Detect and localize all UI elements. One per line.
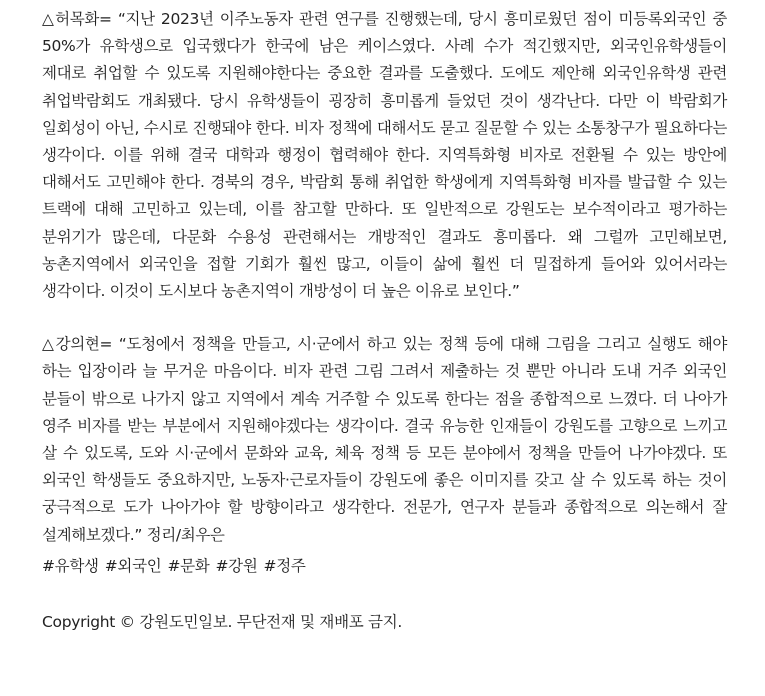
- hashtag-list: [42, 553, 727, 580]
- hashtag-link[interactable]: #정주: [263, 556, 306, 575]
- hashtag-link[interactable]: #강원: [215, 556, 258, 575]
- article-body: [42, 0, 727, 634]
- article-paragraph: △강의현= “도청에서 정책을 만들고, 시·군에서 하고 있는 정책 등에 대해 그림을 그리고 실행도 해야 하는 입장이라 늘 무거운 마음이다. 비자 관련 그림 그려서 제출하는 것 뿐만 아니라 도내 거주 외국인 분들이 밖으로 나가지 않고 지역에서 계속 거주할 수 있도록 한다는 점을 종합적으로 느꼈다. 더 나아가 영주 비자를 받는 부분에서 지원해야겠다는 생각이다. 결국 유능한 인재들이 강원도를 고향으로 느끼고 살 수 있도록, 도와 시·군에서 문화와 교육, 체육 정책 등 모든 분야에서 정책을 만들어 나가야겠다. 또 외국인 학생들도 중요하지만, 노동자·근로자들이 강원도에 좋은 이미지를 갖고 살 수 있도록 하는 것이 궁극적으로 도가 나아가야 할 방향이라고 생각한다. 전문가, 연구자 분들과 종합적으로 의논해서 잘 설계해보겠다.” 정리/최우은: [42, 335, 727, 544]
- hashtag-link[interactable]: #외국인: [104, 556, 162, 575]
- hashtag-link[interactable]: #문화: [167, 556, 210, 575]
- copyright-notice: Copyright © 강원도민일보. 무단전재 및 재배포 금지.: [42, 612, 403, 631]
- article-paragraph: △허목화= “지난 2023년 이주노동자 관련 연구를 진행했는데, 당시 흥미로웠던 점이 미등록외국인 중 50%가 유학생으로 입국했다가 한국에 남은 케이스였다. 사례 수가 적긴했지만, 외국인유학생들이 제대로 취업할 수 있도록 지원해야한다는 중요한 결과를 도출했다. 도에도 제안해 외국인유학생 관련 취업박람회도 개최됐다. 당시 유학생들이 굉장히 흥미롭게 들었던 것이 생각난다. 다만 이 박람회가 일회성이 아닌, 수시로 진행돼야 한다. 비자 정책에 대해서도 묻고 질문할 수 있는 소통창구가 필요하다는 생각이다. 이를 위해 결국 대학과 행정이 협력해야 한다. 지역특화형 비자로 전환될 수 있는 방안에 대해서도 고민해야 한다. 경북의 경우, 박람회 통해 취업한 학생에게 지역특화형 비자를 발급할 수 있는 트랙에 대해 고민하고 있는데, 이를 참고할 만하다. 또 일반적으로 강원도는 보수적이라고 평가하는 분위기가 많은데, 다문화 수용성 관련해서는 개방적인 결과도 흥미롭다. 왜 그럴까 고민해보면, 농촌지역에서 외국인을 접할 기회가 훨씬 많고, 이들이 삶에 훨씬 더 밀접하게 들어와 있어서라는 생각이다. 이것이 도시보다 농촌지역이 개방성이 더 높은 이유로 보인다.”: [42, 10, 727, 301]
- hashtag-link[interactable]: #유학생: [42, 556, 99, 575]
